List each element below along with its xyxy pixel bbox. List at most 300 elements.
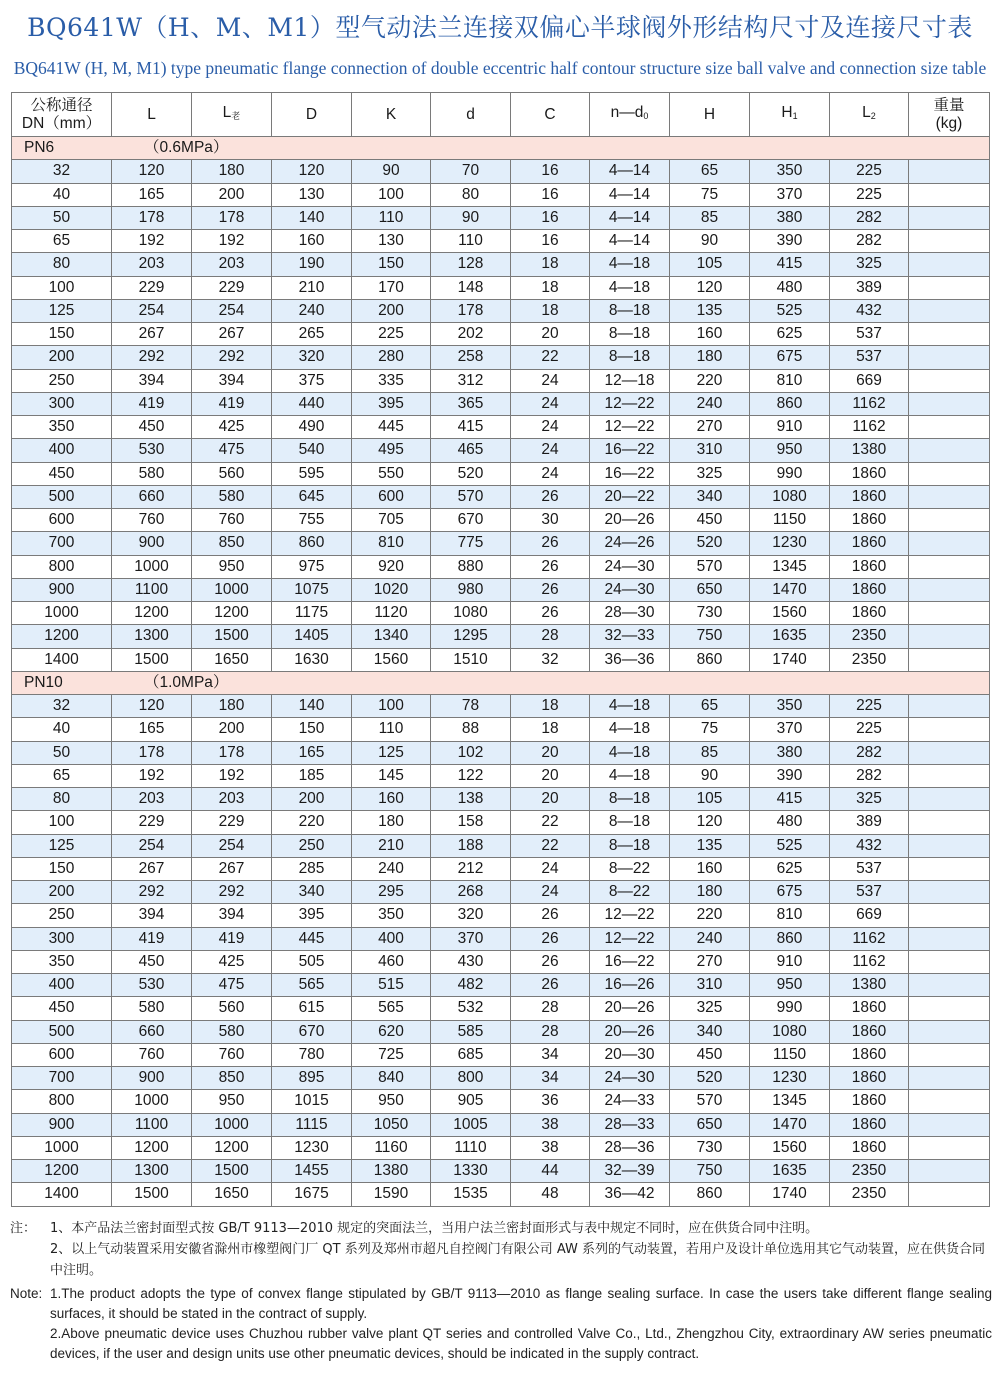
table-cell: 240 <box>352 857 431 880</box>
table-cell: 120 <box>112 160 192 183</box>
table-row <box>12 485 990 508</box>
table-cell: 450 <box>670 509 750 532</box>
table-cell: 158 <box>431 811 511 834</box>
table-cell: 310 <box>670 439 750 462</box>
table-cell: 537 <box>830 346 909 369</box>
table-body <box>12 137 990 1207</box>
table-cell: 295 <box>352 881 431 904</box>
table-cell: 394 <box>112 904 192 927</box>
table-row <box>12 834 990 857</box>
table-cell: 24 <box>511 416 590 439</box>
table-cell: 148 <box>431 276 511 299</box>
header-n-d0: $n—d_0$ <box>590 93 670 137</box>
table-cell: 480 <box>750 811 830 834</box>
table-cell: 138 <box>431 788 511 811</box>
table-cell: 16 <box>511 183 590 206</box>
table-row <box>12 532 990 555</box>
table-cell: 1080 <box>750 1020 830 1043</box>
table-cell: 100 <box>352 695 431 718</box>
table-cell: 425 <box>192 416 272 439</box>
table-cell: 1100 <box>112 578 192 601</box>
note-cn-2: 2、以上气动装置采用安徽省滁州市橡塑阀门厂 QT 系列及郑州市超凡自控阀门有限公司 AW 系列的气动装置，若用户及设计单位选用其它气动装置，应在供货合同中注明。 <box>50 1242 986 1278</box>
table-cell: 178 <box>192 741 272 764</box>
table-cell: 110 <box>352 206 431 229</box>
table-cell: 400 <box>352 927 431 950</box>
table-cell: 240 <box>670 392 750 415</box>
table-cell: 395 <box>272 904 352 927</box>
table-cell: 200 <box>192 718 272 741</box>
table-row <box>12 997 990 1020</box>
table-cell: 350 <box>12 950 112 973</box>
table-cell: 1150 <box>750 1043 830 1066</box>
table-cell: 760 <box>112 509 192 532</box>
table-cell: 530 <box>112 974 192 997</box>
table-row <box>12 648 990 671</box>
table-cell: 530 <box>112 439 192 462</box>
table-cell: 1000 <box>112 555 192 578</box>
table-cell: 203 <box>192 788 272 811</box>
table-cell: 4—14 <box>590 230 670 253</box>
table-cell <box>909 602 990 625</box>
table-cell: 400 <box>12 439 112 462</box>
table-cell: 1860 <box>830 462 909 485</box>
table-cell: 755 <box>272 509 352 532</box>
table-cell: 1860 <box>830 1020 909 1043</box>
table-cell: 419 <box>192 392 272 415</box>
table-cell: 80 <box>12 788 112 811</box>
table-cell: 565 <box>272 974 352 997</box>
section-label <box>12 137 990 160</box>
table-cell <box>909 764 990 787</box>
table-cell: 1630 <box>272 648 352 671</box>
table-cell: 1560 <box>352 648 431 671</box>
table-cell: 203 <box>112 253 192 276</box>
table-cell: 380 <box>750 741 830 764</box>
table-cell: 1200 <box>112 602 192 625</box>
table-cell: 32 <box>12 160 112 183</box>
table-cell: 450 <box>12 462 112 485</box>
table-cell: 4—18 <box>590 718 670 741</box>
table-row <box>12 439 990 462</box>
table-cell: 12—22 <box>590 904 670 927</box>
table-cell: 202 <box>431 323 511 346</box>
table-cell: 1200 <box>192 1136 272 1159</box>
table-cell: 495 <box>352 439 431 462</box>
table-cell: 24 <box>511 881 590 904</box>
table-cell: 650 <box>670 1113 750 1136</box>
table-cell: 565 <box>352 997 431 1020</box>
header-l-old: $L_老$ <box>192 93 272 137</box>
table-cell: 40 <box>12 718 112 741</box>
table-cell: 550 <box>352 462 431 485</box>
table-cell: 760 <box>192 509 272 532</box>
table-cell: 240 <box>272 299 352 322</box>
table-cell: 22 <box>511 834 590 857</box>
table-cell: 700 <box>12 532 112 555</box>
table-cell: 225 <box>830 695 909 718</box>
table-cell: 570 <box>670 1090 750 1113</box>
table-cell: 880 <box>431 555 511 578</box>
table-cell: 267 <box>112 857 192 880</box>
table-cell: 65 <box>12 764 112 787</box>
table-cell: 8—22 <box>590 881 670 904</box>
table-cell: 415 <box>750 253 830 276</box>
table-cell: 1200 <box>12 625 112 648</box>
table-cell <box>909 392 990 415</box>
table-cell: 282 <box>830 764 909 787</box>
table-cell: 40 <box>12 183 112 206</box>
table-cell: 38 <box>511 1113 590 1136</box>
table-cell: 1162 <box>830 950 909 973</box>
table-cell: 810 <box>352 532 431 555</box>
table-cell: 270 <box>670 416 750 439</box>
table-cell: 120 <box>272 160 352 183</box>
table-cell: 860 <box>750 392 830 415</box>
table-cell: 122 <box>431 764 511 787</box>
table-cell: 600 <box>352 485 431 508</box>
table-cell: 585 <box>431 1020 511 1043</box>
table-cell: 650 <box>670 578 750 601</box>
table-cell: 165 <box>112 718 192 741</box>
page-title: BQ641W（H、M、M1）型气动法兰连接双偏心半球阀外形结构尺寸及连接尺寸表 <box>27 13 973 42</box>
table-cell: 8—18 <box>590 788 670 811</box>
table-cell: 1405 <box>272 625 352 648</box>
table-cell: 705 <box>352 509 431 532</box>
table-cell <box>909 648 990 671</box>
table-cell: 700 <box>12 1067 112 1090</box>
pressure-class: PN6 <box>24 139 55 157</box>
table-cell: 445 <box>272 927 352 950</box>
table-cell: 300 <box>12 392 112 415</box>
table-cell: 1740 <box>750 1183 830 1206</box>
table-cell: 100 <box>12 276 112 299</box>
note-cn-label: 注： <box>10 1221 37 1236</box>
table-cell <box>909 857 990 880</box>
table-cell <box>909 1183 990 1206</box>
table-cell: 625 <box>750 323 830 346</box>
table-cell: 450 <box>112 416 192 439</box>
table-cell <box>909 206 990 229</box>
table-cell: 525 <box>750 299 830 322</box>
table-cell: 212 <box>431 857 511 880</box>
table-cell: 285 <box>272 857 352 880</box>
table-cell <box>909 1067 990 1090</box>
table-cell: 20—30 <box>590 1043 670 1066</box>
table-row <box>12 299 990 322</box>
table-cell: 65 <box>670 695 750 718</box>
table-cell <box>909 927 990 950</box>
table-row <box>12 160 990 183</box>
table-cell <box>909 160 990 183</box>
table-cell: 75 <box>670 183 750 206</box>
table-row <box>12 904 990 927</box>
table-cell: 1000 <box>192 1113 272 1136</box>
table-cell: 50 <box>12 206 112 229</box>
table-cell <box>909 346 990 369</box>
table-cell: 128 <box>431 253 511 276</box>
table-cell: 920 <box>352 555 431 578</box>
table-cell: 125 <box>12 299 112 322</box>
table-cell <box>909 718 990 741</box>
table-cell: 905 <box>431 1090 511 1113</box>
table-cell: 120 <box>112 695 192 718</box>
table-cell: 200 <box>192 183 272 206</box>
table-row <box>12 1090 990 1113</box>
table-cell: 1560 <box>750 1136 830 1159</box>
table-cell: 188 <box>431 834 511 857</box>
table-cell: 370 <box>431 927 511 950</box>
table-cell <box>909 509 990 532</box>
table-cell: 100 <box>352 183 431 206</box>
table-cell: 620 <box>352 1020 431 1043</box>
table-cell: 335 <box>352 369 431 392</box>
table-cell: 669 <box>830 369 909 392</box>
table-cell: 16—22 <box>590 439 670 462</box>
table-cell: 178 <box>112 741 192 764</box>
table-cell: 900 <box>112 1067 192 1090</box>
table-cell: 85 <box>670 741 750 764</box>
table-cell: 1230 <box>272 1136 352 1159</box>
table-cell: 150 <box>272 718 352 741</box>
table-cell: 16 <box>511 160 590 183</box>
table-cell: 22 <box>511 811 590 834</box>
table-cell: 440 <box>272 392 352 415</box>
table-cell: 250 <box>12 904 112 927</box>
table-cell: 780 <box>272 1043 352 1066</box>
table-cell: 280 <box>352 346 431 369</box>
table-cell <box>909 183 990 206</box>
table-row <box>12 950 990 973</box>
table-cell: 34 <box>511 1043 590 1066</box>
table-cell: 160 <box>670 857 750 880</box>
table-cell: 419 <box>112 392 192 415</box>
table-cell <box>909 416 990 439</box>
table-cell: 390 <box>750 230 830 253</box>
table-cell: 810 <box>750 369 830 392</box>
table-cell: 325 <box>670 997 750 1020</box>
table-cell: 20—26 <box>590 509 670 532</box>
table-cell: 450 <box>112 950 192 973</box>
table-cell: 180 <box>670 346 750 369</box>
table-cell: 20 <box>511 323 590 346</box>
table-cell: 150 <box>352 253 431 276</box>
table-cell: 18 <box>511 276 590 299</box>
table-cell: 860 <box>750 927 830 950</box>
table-row <box>12 369 990 392</box>
table-cell: 225 <box>830 160 909 183</box>
table-cell: 1380 <box>830 974 909 997</box>
table-cell: 532 <box>431 997 511 1020</box>
header-d: d <box>431 93 511 137</box>
table-cell: 265 <box>272 323 352 346</box>
table-cell: 2350 <box>830 648 909 671</box>
table-cell: 254 <box>112 834 192 857</box>
table-cell: 32—39 <box>590 1160 670 1183</box>
table-cell: 1500 <box>192 625 272 648</box>
table-cell: 760 <box>112 1043 192 1066</box>
note-en-2: 2.Above pneumatic device uses Chuzhou rubber valve plant QT series and controlled Valve Co., Ltd., Zhengzhou City, extraordinary AW series pneumatic devices, if the user and design units use other pneumatic devices, should be indicated in the supply contract. <box>50 1326 992 1361</box>
table-cell: 675 <box>750 881 830 904</box>
table-cell: 1535 <box>431 1183 511 1206</box>
table-row <box>12 788 990 811</box>
table-cell: 180 <box>670 881 750 904</box>
table-row <box>12 392 990 415</box>
table-cell <box>909 578 990 601</box>
table-cell: 950 <box>750 439 830 462</box>
table-cell: 150 <box>12 857 112 880</box>
table-cell: 26 <box>511 950 590 973</box>
table-cell: 1860 <box>830 1067 909 1090</box>
table-cell: 1020 <box>352 578 431 601</box>
table-cell: 178 <box>112 206 192 229</box>
table-cell: 480 <box>750 276 830 299</box>
table-cell: 12—22 <box>590 392 670 415</box>
table-cell: 1000 <box>112 1090 192 1113</box>
table-cell: 4—18 <box>590 253 670 276</box>
table-cell: 8—18 <box>590 346 670 369</box>
table-cell: 1500 <box>192 1160 272 1183</box>
table-cell: 537 <box>830 323 909 346</box>
table-cell <box>909 1090 990 1113</box>
table-cell: 1200 <box>12 1160 112 1183</box>
table-cell: 670 <box>272 1020 352 1043</box>
table-cell: 1200 <box>112 1136 192 1159</box>
table-cell: 730 <box>670 602 750 625</box>
table-cell: 250 <box>272 834 352 857</box>
table-cell <box>909 299 990 322</box>
table-cell: 1860 <box>830 578 909 601</box>
table-cell: 750 <box>670 625 750 648</box>
table-row <box>12 1113 990 1136</box>
table-cell: 65 <box>670 160 750 183</box>
table-cell: 560 <box>192 462 272 485</box>
table-cell: 24 <box>511 392 590 415</box>
table-cell: 178 <box>192 206 272 229</box>
table-cell: 200 <box>272 788 352 811</box>
table-cell <box>909 997 990 1020</box>
table-cell: 389 <box>830 811 909 834</box>
section-row <box>12 137 990 160</box>
table-cell: 34 <box>511 1067 590 1090</box>
table-cell: 18 <box>511 718 590 741</box>
table-cell: 32 <box>12 695 112 718</box>
table-cell: 1080 <box>431 602 511 625</box>
table-cell: 1110 <box>431 1136 511 1159</box>
table-cell: 340 <box>670 485 750 508</box>
table-cell: 24—33 <box>590 1090 670 1113</box>
table-cell: 8—18 <box>590 811 670 834</box>
table-cell: 1470 <box>750 578 830 601</box>
table-cell: 90 <box>670 764 750 787</box>
table-cell: 669 <box>830 904 909 927</box>
table-cell: 102 <box>431 741 511 764</box>
table-cell: 1455 <box>272 1160 352 1183</box>
table-cell: 625 <box>750 857 830 880</box>
table-cell: 419 <box>192 927 272 950</box>
table-cell: 2350 <box>830 1160 909 1183</box>
table-cell: 50 <box>12 741 112 764</box>
table-cell: 419 <box>112 927 192 950</box>
table-cell: 520 <box>431 462 511 485</box>
table-cell: 1740 <box>750 648 830 671</box>
table-cell <box>909 555 990 578</box>
table-row <box>12 881 990 904</box>
table-cell <box>909 532 990 555</box>
table-cell <box>909 788 990 811</box>
table-cell <box>909 230 990 253</box>
table-row <box>12 1020 990 1043</box>
table-cell: 140 <box>272 206 352 229</box>
table-cell: 980 <box>431 578 511 601</box>
table-cell: 220 <box>670 369 750 392</box>
table-cell: 192 <box>112 230 192 253</box>
table-cell: 24—30 <box>590 1067 670 1090</box>
table-cell: 312 <box>431 369 511 392</box>
table-cell: 130 <box>352 230 431 253</box>
table-cell: 600 <box>12 1043 112 1066</box>
table-cell: 365 <box>431 392 511 415</box>
table-cell: 1100 <box>112 1113 192 1136</box>
notes <box>10 1218 992 1364</box>
table-cell: 26 <box>511 532 590 555</box>
table-cell: 380 <box>750 206 830 229</box>
table-cell: 394 <box>112 369 192 392</box>
table-cell: 190 <box>272 253 352 276</box>
table-row <box>12 1160 990 1183</box>
table-cell: 570 <box>670 555 750 578</box>
table-cell: 18 <box>511 299 590 322</box>
table-cell: 580 <box>112 997 192 1020</box>
table-cell: 192 <box>192 230 272 253</box>
table-cell: 1860 <box>830 1043 909 1066</box>
table-cell: 1860 <box>830 532 909 555</box>
header-k: K <box>352 93 431 137</box>
table-cell: 80 <box>12 253 112 276</box>
table-cell: 178 <box>431 299 511 322</box>
table-cell: 24 <box>511 857 590 880</box>
table-cell: 860 <box>670 648 750 671</box>
table-cell: 20 <box>511 764 590 787</box>
table-row <box>12 625 990 648</box>
table-cell: 135 <box>670 299 750 322</box>
table-cell: 950 <box>750 974 830 997</box>
table-row <box>12 578 990 601</box>
table-cell: 1650 <box>192 648 272 671</box>
table-cell: 340 <box>272 881 352 904</box>
table-cell: 1150 <box>750 509 830 532</box>
header-dn: 公称通径 DN（mm） <box>12 93 112 137</box>
table-cell <box>909 625 990 648</box>
table-row <box>12 718 990 741</box>
table-cell: 32—33 <box>590 625 670 648</box>
table-cell: 4—14 <box>590 160 670 183</box>
table-cell: 900 <box>112 532 192 555</box>
table-cell <box>909 485 990 508</box>
table-cell: 254 <box>192 299 272 322</box>
table-cell: 1400 <box>12 1183 112 1206</box>
table-cell: 850 <box>192 1067 272 1090</box>
table-row <box>12 857 990 880</box>
table-cell: 80 <box>431 183 511 206</box>
table-cell: 26 <box>511 555 590 578</box>
table-row <box>12 509 990 532</box>
table-cell: 36—42 <box>590 1183 670 1206</box>
table-cell: 415 <box>750 788 830 811</box>
table-cell: 160 <box>272 230 352 253</box>
table-cell: 48 <box>511 1183 590 1206</box>
table-cell: 1380 <box>830 439 909 462</box>
table-cell: 350 <box>12 416 112 439</box>
